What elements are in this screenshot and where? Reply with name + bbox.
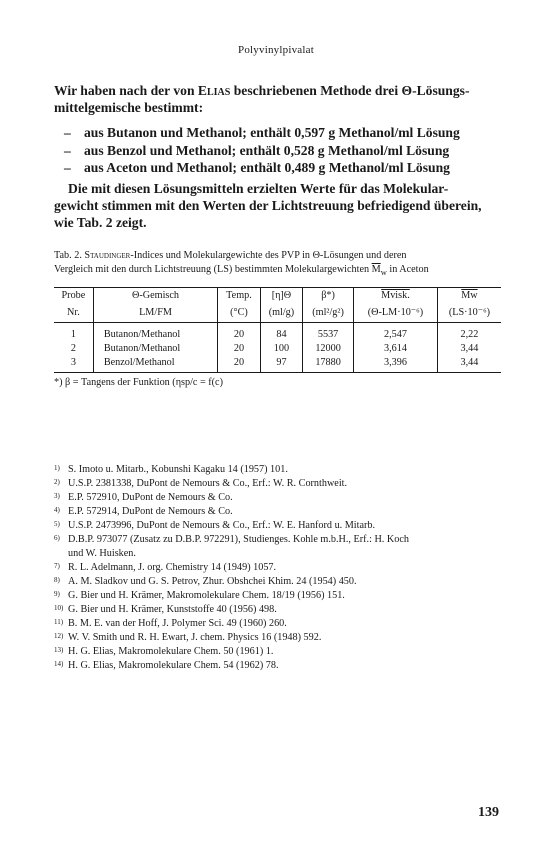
- header-beta: β*): [303, 288, 354, 306]
- cell-temp: 20: [218, 323, 261, 343]
- reference-text: R. L. Adelmann, J. org. Chemistry 14 (1949) 1057.: [68, 562, 277, 573]
- table-row: [54, 323, 501, 343]
- caption-rest: -Indices und Molekulargewichte des PVP in Θ-Lösungen und deren: [130, 250, 407, 261]
- cell-temp: 20: [218, 342, 261, 356]
- cell-temp: 20: [218, 356, 261, 373]
- reference-number: 9): [54, 590, 60, 598]
- cell-nr: 2: [54, 342, 93, 356]
- reference-number: 7): [54, 562, 60, 570]
- header-gemisch: Θ-Gemisch: [93, 288, 217, 306]
- header-eta: [η]Θ: [260, 288, 302, 306]
- header-mw-unit: (LS·10⁻⁶): [437, 305, 501, 323]
- cell-eta: 97: [260, 356, 302, 373]
- reference-text: W. V. Smith und R. H. Ewart, J. chem. Physics 16 (1948) 592.: [68, 632, 322, 643]
- cell-mvisk: 3,396: [354, 356, 438, 373]
- reference-item: [54, 575, 502, 589]
- table-header-row: [54, 288, 501, 306]
- reference-number: 3): [54, 492, 60, 500]
- reference-item: [54, 645, 502, 659]
- table-row: [54, 342, 501, 356]
- cell-beta: 12000: [303, 342, 354, 356]
- intro-text-a: Wir haben nach der von: [54, 83, 198, 98]
- reference-text: S. Imoto u. Mitarb., Kobunshi Kagaku 14 (1957) 101.: [68, 464, 288, 475]
- cell-nr: 3: [54, 356, 93, 373]
- cell-mw: 3,44: [460, 343, 479, 354]
- cell-eta: 100: [260, 342, 302, 356]
- results-line: gewicht stimmen mit den Werten der Lichtstreuung befriedigend überein,: [54, 198, 482, 213]
- header-eta-unit: (ml/g): [260, 305, 302, 323]
- reference-item: [54, 491, 502, 505]
- cell-mvisk: 2,547: [354, 323, 438, 343]
- cell-gemisch: Butanon/Methanol: [93, 342, 217, 356]
- reference-item: [54, 589, 502, 603]
- header-probe: Probe: [54, 288, 93, 306]
- reference-text: B. M. E. van der Hoff, J. Polymer Sci. 49 (1960) 260.: [68, 618, 287, 629]
- reference-number: 13): [54, 646, 64, 654]
- header-gemisch-unit: LM/FM: [93, 305, 217, 323]
- reference-text: E.P. 572914, DuPont de Nemours & Co.: [68, 506, 233, 517]
- reference-item: [54, 463, 502, 477]
- caption-prefix: Tab. 2.: [54, 250, 85, 261]
- cell-mw: 2,22: [460, 329, 479, 340]
- cell-beta: 5537: [303, 323, 354, 343]
- table-header-units-row: [54, 305, 501, 323]
- running-head: Polyvinylpivalat: [238, 44, 314, 56]
- header-beta-unit: (ml²/g²): [303, 305, 354, 323]
- intro-line-1: [54, 82, 502, 99]
- reference-number: 11): [54, 618, 64, 626]
- reference-number: 1): [54, 464, 60, 472]
- intro-text-b: beschriebenen Methode drei Θ-Lösungs-: [230, 83, 470, 98]
- cell-eta: 84: [260, 323, 302, 343]
- mixture-item: [64, 159, 504, 177]
- caption-line-1: [54, 249, 502, 263]
- caption-text-b: in Aceton: [386, 263, 429, 275]
- reference-item: [54, 631, 502, 645]
- results-line: wie Tab. 2 zeigt.: [54, 215, 147, 230]
- reference-number: 4): [54, 506, 60, 514]
- table-caption: [54, 249, 502, 279]
- mixture-text: aus Butanon und Methanol; enthält 0,597 g Methanol/ml Lösung: [84, 125, 460, 140]
- reference-number: 14): [54, 660, 64, 668]
- reference-item: [54, 505, 502, 519]
- caption-mw-sub: w: [380, 266, 387, 277]
- dash-marker: –: [64, 125, 71, 140]
- reference-list: [54, 463, 502, 673]
- cell-nr: 1: [54, 323, 93, 343]
- reference-text: U.S.P. 2473996, DuPont de Nemours & Co., Erf.: W. E. Hanford u. Mitarb.: [68, 520, 376, 531]
- intro-paragraph: [54, 82, 502, 116]
- reference-item: [54, 659, 502, 673]
- header-mw: $\overline{Mw}$: [437, 288, 501, 306]
- caption-author: Staudinger: [84, 250, 131, 261]
- reference-text: U.S.P. 2381338, DuPont de Nemours & Co., Erf.: W. R. Cornthweit.: [68, 478, 348, 489]
- header-mvisk-unit: (Θ-LM·10⁻⁶): [354, 305, 438, 323]
- dash-marker: –: [64, 160, 71, 175]
- results-paragraph: [54, 180, 502, 231]
- reference-item: [54, 477, 502, 491]
- cell-gemisch: Butanon/Methanol: [93, 323, 217, 343]
- results-line: Die mit diesen Lösungsmitteln erzielten Werte für das Molekular-: [68, 181, 449, 196]
- intro-line-2: mittelgemische bestimmt:: [54, 100, 204, 115]
- caption-line-2: [54, 263, 502, 280]
- caption-text-a: Vergleich mit den durch Lichtstreuung (LS) bestimmten Molekulargewichten: [54, 263, 372, 275]
- mixture-list: [64, 124, 504, 177]
- cell-mw: 3,44: [437, 356, 501, 373]
- reference-text: D.B.P. 973077 (Zusatz zu D.B.P. 972291), Studienges. Kohle m.b.H., Erf.: H. Koch: [68, 534, 409, 545]
- reference-number: 10): [54, 604, 64, 612]
- cell-mvisk: 3,614: [354, 342, 438, 356]
- reference-text: E.P. 572910, DuPont de Nemours & Co.: [68, 492, 233, 503]
- mixture-item: [64, 142, 504, 160]
- reference-item: [54, 617, 502, 631]
- reference-item: [54, 603, 502, 617]
- cell-gemisch: Benzol/Methanol: [93, 356, 217, 373]
- header-probe-unit: Nr.: [54, 305, 93, 323]
- mixture-text: aus Benzol und Methanol; enthält 0,528 g Methanol/ml Lösung: [84, 142, 450, 158]
- mixture-item: [64, 124, 504, 142]
- reference-item: [54, 519, 502, 533]
- caption-mw: $\overline{M}$: [371, 263, 381, 275]
- reference-text: H. G. Elias, Makromolekulare Chem. 54 (1962) 78.: [68, 660, 279, 671]
- reference-item: [54, 561, 502, 575]
- reference-number: 5): [54, 520, 60, 528]
- author-elias: Elias: [197, 83, 231, 98]
- mixture-text: aus Aceton und Methanol; enthält 0,489 g Methanol/ml Lösung: [84, 160, 450, 175]
- reference-number: 6): [54, 534, 60, 542]
- reference-text: G. Bier und H. Krämer, Kunststoffe 40 (1956) 498.: [68, 604, 277, 615]
- table-row: [54, 356, 501, 373]
- reference-number: 12): [54, 632, 64, 640]
- reference-number: 2): [54, 478, 60, 486]
- header-mvisk: Mvisk.: [354, 288, 438, 306]
- reference-item: [54, 533, 502, 547]
- reference-number: 8): [54, 576, 60, 584]
- header-temp-unit: (°C): [218, 305, 261, 323]
- reference-text: H. G. Elias, Makromolekulare Chem. 50 (1961) 1.: [68, 646, 274, 657]
- reference-text: A. M. Sladkov und G. S. Petrov, Zhur. Obshchei Khim. 24 (1954) 450.: [68, 576, 357, 587]
- data-table: [54, 287, 501, 373]
- table-footnote: *) β = Tangens der Funktion (ηsp/c = f(c): [54, 377, 223, 388]
- cell-beta: 17880: [303, 356, 354, 373]
- reference-continuation: und W. Huisken.: [68, 548, 136, 559]
- header-temp: Temp.: [218, 288, 261, 306]
- page-number: 139: [478, 805, 499, 820]
- reference-text: G. Bier und H. Krämer, Makromolekulare Chem. 18/19 (1956) 151.: [68, 590, 345, 601]
- dash-marker: –: [64, 142, 71, 158]
